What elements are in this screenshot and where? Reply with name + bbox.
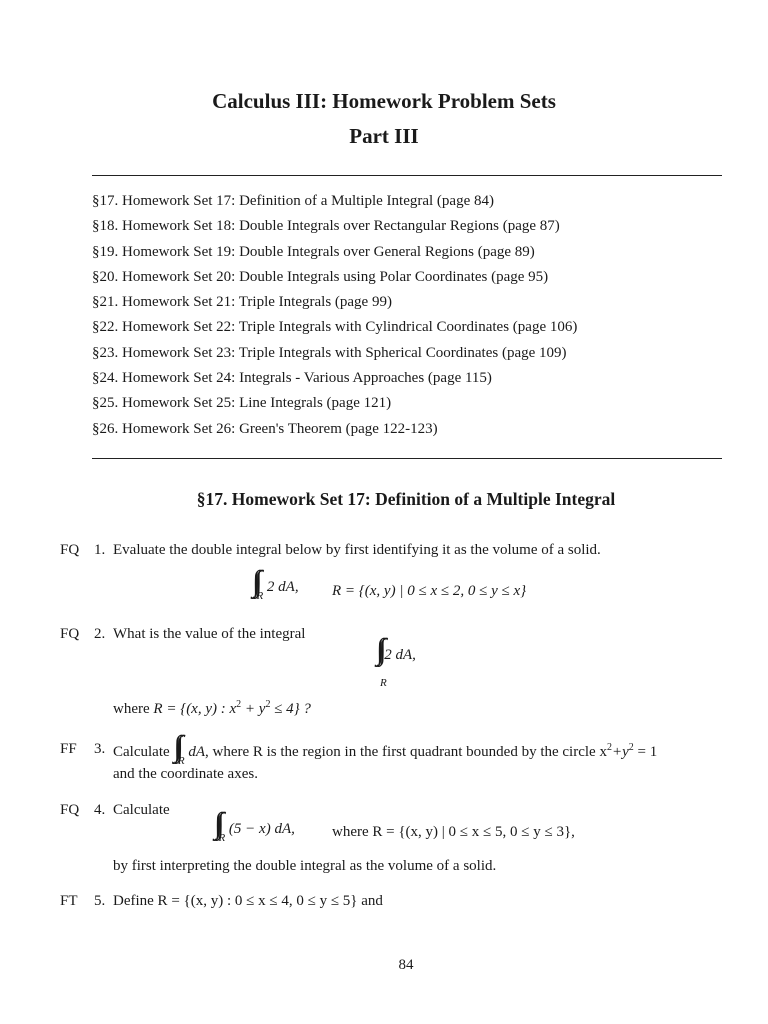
problem-text: and the coordinate axes. [113,766,258,782]
bottom-divider [92,458,722,459]
toc-entry: §21. Homework Set 21: Triple Integrals (page 99) [92,294,392,311]
integrand: 2 dA, [266,579,299,595]
integral-region: R [218,832,226,844]
toc-entry: §17. Homework Set 17: Definition of a Multiple Integral (page 84) [92,193,494,209]
toc-entry: §23. Homework Set 23: Triple Integrals with Spherical Coordinates (page 109) [92,344,567,361]
page-number: 84 [398,957,414,973]
problem-number: 2. [94,626,106,642]
problem-formula [376,633,416,666]
problem-tag: FF [60,741,77,757]
problem-text: Calculate $\int\int_R$ dA, where R is the region in the first quadrant bounded by the circle $x^2+y^2 = 1$ [113,730,658,767]
problem-text: What is the value of the integral [113,626,306,642]
problem-text: Evaluate the double integral below by first identifying it as the volume of a solid. [113,542,601,558]
problem-number: 4. [94,802,106,818]
integral-region: R [256,590,264,602]
toc-entry: §20. Homework Set 20: Double Integrals using Polar Coordinates (page 95) [92,268,549,285]
integral-region: R [177,755,185,767]
integral-region: R [380,677,387,689]
problem-text: Define R = {(x, y) : 0 ≤ x ≤ 4, 0 ≤ y ≤ 5} and [113,893,383,909]
double-integral-symbol: ∫∫ [173,730,178,763]
problem-formula [214,807,295,848]
region-definition: where R = {(x, y) | 0 ≤ x ≤ 5, 0 ≤ y ≤ 3}, [332,824,575,840]
double-integral-symbol: ∫∫ [252,565,257,598]
problem-tag: FT [60,893,78,909]
toc-entry: §25. Homework Set 25: Line Integrals (page 121) [92,395,392,412]
document-subtitle: Part III [349,124,419,148]
top-divider [92,175,722,176]
problem-formula [252,565,299,606]
problem-tag: FQ [60,802,80,818]
toc-entry: §24. Homework Set 24: Integrals - Various Approaches (page 115) [92,370,492,387]
double-integral-symbol: ∫∫ [214,807,219,840]
toc-entry: §22. Homework Set 22: Triple Integrals with Cylindrical Coordinates (page 106) [92,319,578,336]
toc-entry: §18. Homework Set 18: Double Integrals over Rectangular Regions (page 87) [92,218,560,235]
problem-tag: FQ [60,542,80,558]
problem-number: 1. [94,542,106,558]
problem-text: by first interpreting the double integral as the volume of a solid. [113,858,497,874]
problem-number: 5. [94,893,106,909]
section-heading: §17. Homework Set 17: Definition of a Multiple Integral [196,489,616,509]
problem-tag: FQ [60,626,80,642]
region-definition: R = {(x, y) | 0 ≤ x ≤ 2, 0 ≤ y ≤ x} [332,583,527,599]
integrand: 2 dA, [384,647,416,663]
integrand: (5 − x) dA, [228,821,295,837]
problem-text: Calculate [113,802,170,818]
double-integral-symbol: ∫∫ [376,633,381,666]
problem-text: where R = {(x, y) : $x^2 + y^2 \le 4$} ? [113,699,311,717]
problem-number: 3. [94,741,106,757]
toc-entry: §19. Homework Set 19: Double Integrals over General Regions (page 89) [92,243,535,260]
toc-entry: §26. Homework Set 26: Green's Theorem (page 122-123) [92,420,438,437]
table-of-contents [92,191,577,444]
document-title: Calculus III: Homework Problem Sets [212,89,556,113]
